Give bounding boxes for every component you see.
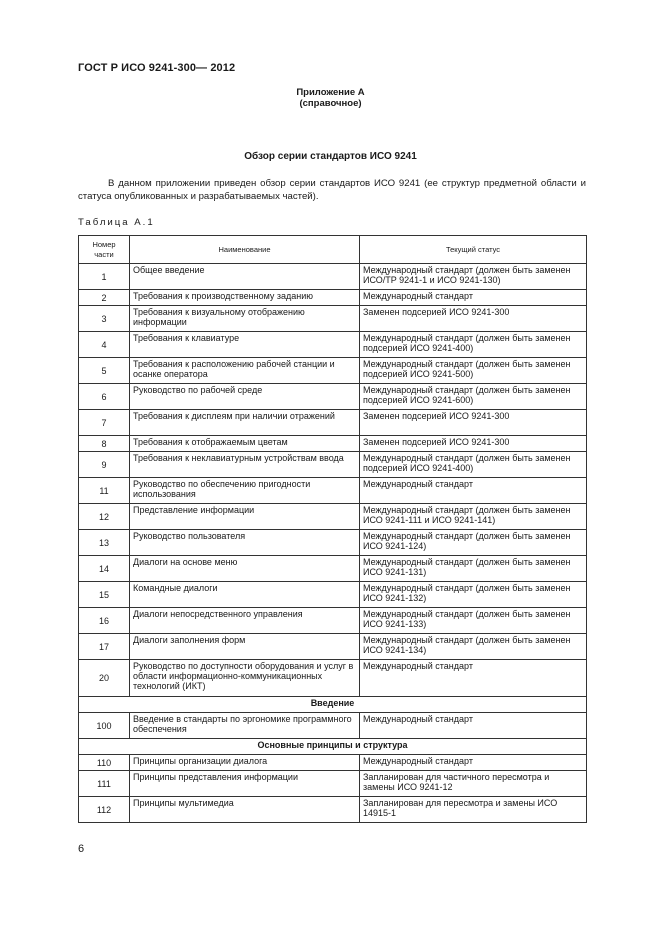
part-status: Международный стандарт: [360, 478, 587, 504]
part-name: Введение в стандарты по эргономике программного обеспечения: [130, 713, 360, 739]
part-status: Международный стандарт (должен быть заменен подсерией ИСО 9241-400): [360, 332, 587, 358]
part-name: Принципы мультимедиа: [130, 797, 360, 823]
part-number: 11: [79, 478, 130, 504]
part-number: 3: [79, 306, 130, 332]
part-name: Требования к визуальному отображению информации: [130, 306, 360, 332]
part-name: Диалоги на основе меню: [130, 556, 360, 582]
part-number: 12: [79, 504, 130, 530]
table-row: [79, 771, 587, 797]
table-row: [79, 436, 587, 452]
part-name: Представление информации: [130, 504, 360, 530]
part-number: 8: [79, 436, 130, 452]
part-number: 6: [79, 384, 130, 410]
part-number: 110: [79, 755, 130, 771]
part-name: Общее введение: [130, 264, 360, 290]
document-header: ГОСТ Р ИСО 9241-300— 2012: [78, 62, 236, 74]
section-heading: Введение: [79, 697, 587, 713]
table-row: [79, 478, 587, 504]
table-row: [79, 556, 587, 582]
part-number: 15: [79, 582, 130, 608]
part-name: Руководство пользователя: [130, 530, 360, 556]
table-row: [79, 452, 587, 478]
table-row: [79, 384, 587, 410]
part-number: 100: [79, 713, 130, 739]
part-status: Запланирован для пересмотра и замены ИСО 14915-1: [360, 797, 587, 823]
table-section-row: [79, 697, 587, 713]
part-name: Требования к производственному заданию: [130, 290, 360, 306]
part-status: Международный стандарт (должен быть заменен ИСО/TP 9241-1 и ИСО 9241-130): [360, 264, 587, 290]
table-row: [79, 504, 587, 530]
part-name: Требования к дисплеям при наличии отражений: [130, 410, 360, 436]
part-number: 4: [79, 332, 130, 358]
page-number: 6: [78, 843, 85, 855]
part-number: 9: [79, 452, 130, 478]
part-name: Диалоги непосредственного управления: [130, 608, 360, 634]
table-label: Таблица А.1: [78, 217, 155, 228]
annex-subtitle: (справочное): [299, 98, 362, 109]
table-row: [79, 358, 587, 384]
part-name: Требования к отображаемым цветам: [130, 436, 360, 452]
part-status: Международный стандарт (должен быть заменен ИСО 9241-124): [360, 530, 587, 556]
part-status: Международный стандарт (должен быть заменен ИСО 9241-132): [360, 582, 587, 608]
part-name: Требования к клавиатуре: [130, 332, 360, 358]
part-number: 111: [79, 771, 130, 797]
part-status: Международный стандарт (должен быть заменен подсерией ИСО 9241-600): [360, 384, 587, 410]
header-number: Номер части: [79, 236, 130, 264]
part-status: Запланирован для частичного пересмотра и замены ИСО 9241-12: [360, 771, 587, 797]
part-number: 14: [79, 556, 130, 582]
part-name: Принципы представления информации: [130, 771, 360, 797]
table-row: [79, 332, 587, 358]
part-name: Диалоги заполнения форм: [130, 634, 360, 660]
annex-title: Приложение А: [296, 87, 365, 98]
table-row: [79, 660, 587, 697]
table-row: [79, 608, 587, 634]
part-status: Заменен подсерией ИСО 9241-300: [360, 410, 587, 436]
part-number: 16: [79, 608, 130, 634]
table-row: [79, 410, 587, 436]
part-number: 20: [79, 660, 130, 697]
part-status: Международный стандарт (должен быть заменен подсерией ИСО 9241-500): [360, 358, 587, 384]
section-title: Обзор серии стандартов ИСО 9241: [244, 151, 417, 162]
table-row: [79, 713, 587, 739]
table-row: [79, 797, 587, 823]
part-number: 5: [79, 358, 130, 384]
part-status: Международный стандарт (должен быть заменен ИСО 9241-133): [360, 608, 587, 634]
standards-table: [78, 235, 587, 823]
part-number: 7: [79, 410, 130, 436]
part-status: Международный стандарт: [360, 290, 587, 306]
part-name: Руководство по обеспечению пригодности использования: [130, 478, 360, 504]
section-heading: Основные принципы и структура: [79, 739, 587, 755]
part-status: Международный стандарт: [360, 755, 587, 771]
part-status: Международный стандарт (должен быть заменен ИСО 9241-111 и ИСО 9241-141): [360, 504, 587, 530]
part-name: Руководство по доступности оборудования и услуг в области информационно-коммуникационных технологий (ИКТ): [130, 660, 360, 697]
table-row: [79, 264, 587, 290]
table-section-row: [79, 739, 587, 755]
part-name: Командные диалоги: [130, 582, 360, 608]
header-status: Текущий статус: [360, 236, 587, 264]
header-name: Наименование: [130, 236, 360, 264]
part-name: Требования к расположению рабочей станции и осанке оператора: [130, 358, 360, 384]
table-header-row: [79, 236, 587, 264]
table-row: [79, 530, 587, 556]
part-number: 2: [79, 290, 130, 306]
table-row: [79, 582, 587, 608]
part-number: 1: [79, 264, 130, 290]
table-row: [79, 634, 587, 660]
part-status: Заменен подсерией ИСО 9241-300: [360, 306, 587, 332]
part-number: 17: [79, 634, 130, 660]
part-status: Международный стандарт (должен быть заменен подсерией ИСО 9241-400): [360, 452, 587, 478]
table-row: [79, 755, 587, 771]
part-status: Международный стандарт: [360, 660, 587, 697]
part-status: Международный стандарт (должен быть заменен ИСО 9241-131): [360, 556, 587, 582]
part-name: Принципы организации диалога: [130, 755, 360, 771]
table-row: [79, 290, 587, 306]
part-status: Международный стандарт: [360, 713, 587, 739]
part-name: Требования к неклавиатурным устройствам ввода: [130, 452, 360, 478]
part-number: 13: [79, 530, 130, 556]
part-status: Заменен подсерией ИСО 9241-300: [360, 436, 587, 452]
table-row: [79, 306, 587, 332]
part-number: 112: [79, 797, 130, 823]
part-name: Руководство по рабочей среде: [130, 384, 360, 410]
part-status: Международный стандарт (должен быть заменен ИСО 9241-134): [360, 634, 587, 660]
intro-paragraph: В данном приложении приведен обзор серии стандартов ИСО 9241 (ее структур предметной области и статуса опубликованных и разрабатываемых частей).: [78, 178, 586, 203]
